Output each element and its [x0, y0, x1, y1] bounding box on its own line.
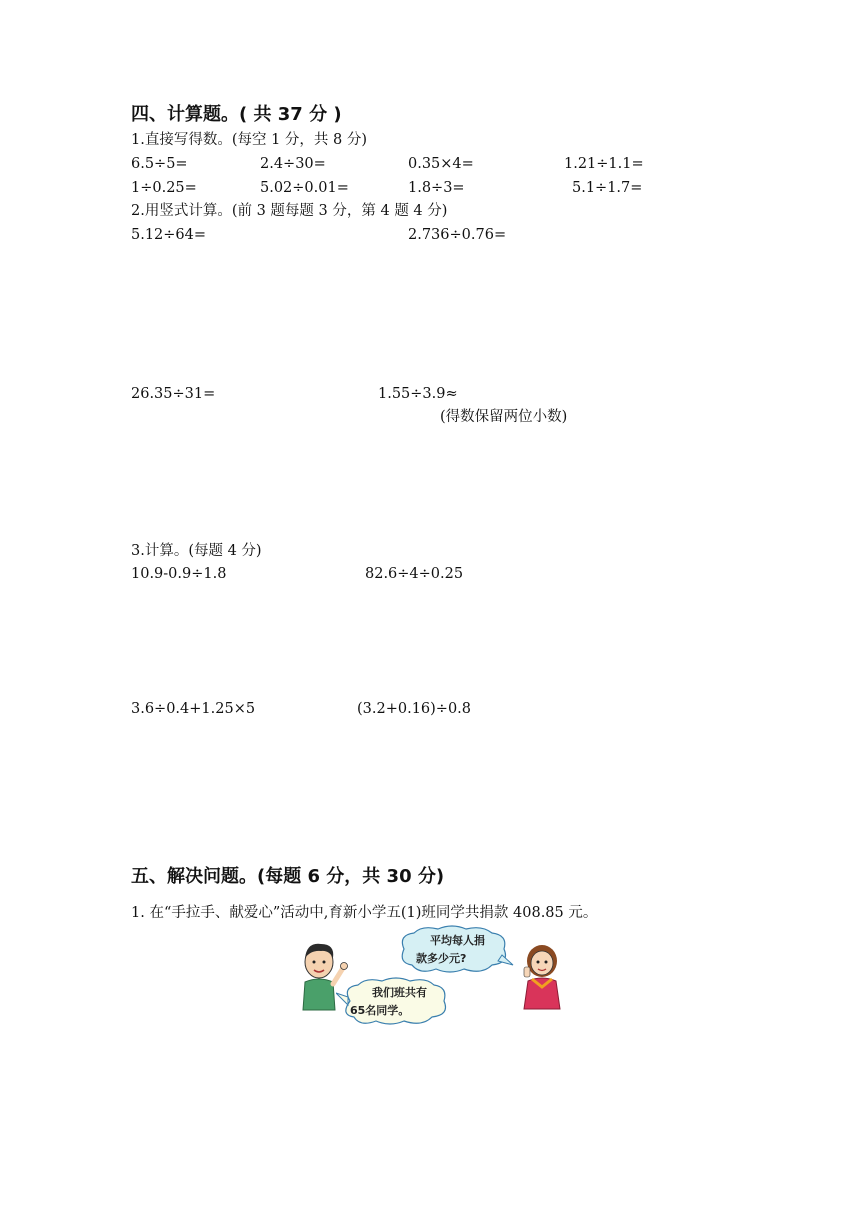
q1-item: 5.02÷0.01= — [260, 180, 349, 196]
q1-item: 1.21÷1.1= — [564, 156, 644, 172]
q3-item: 82.6÷4÷0.25 — [365, 566, 464, 582]
q1-item: 6.5÷5= — [131, 156, 188, 172]
q3-item: 3.6÷0.4+1.25×5 — [131, 701, 256, 717]
bubble-right-line2: 款多少元? — [416, 952, 467, 965]
q2-item: 2.736÷0.76= — [408, 227, 507, 243]
q2-note: (得数保留两位小数) — [440, 409, 568, 425]
section-5-title: 五、解决问题。(每题 6 分，共 30 分) — [131, 866, 445, 887]
bubble-left-line2: 65名同学。 — [350, 1004, 410, 1017]
q3-item: (3.2+0.16)÷0.8 — [357, 701, 472, 717]
q2-item: 1.55÷3.9≈ — [378, 386, 458, 402]
q3-item: 10.9-0.9÷1.8 — [131, 566, 227, 582]
q1-item: 5.1÷1.7= — [572, 180, 643, 196]
q2-item: 26.35÷31= — [131, 386, 216, 402]
q1-item: 1.8÷3= — [408, 180, 465, 196]
girl-illustration — [510, 937, 570, 1012]
q1-item: 1÷0.25= — [131, 180, 197, 196]
bubble-right-line1: 平均每人捐 — [430, 934, 485, 947]
q2-heading: 2.用竖式计算。(前 3 题每题 3 分，第 4 题 4 分) — [131, 203, 448, 219]
bubble-left-line1: 我们班共有 — [372, 986, 427, 999]
q1-item: 0.35×4= — [408, 156, 474, 172]
section-4-title: 四、计算题。( 共 37 分 ) — [131, 104, 342, 125]
q3-heading: 3.计算。(每题 4 分) — [131, 543, 262, 559]
q2-item: 5.12÷64= — [131, 227, 207, 243]
illustration — [290, 925, 570, 1035]
speech-bubble-left — [336, 975, 452, 1029]
q1-item: 2.4÷30= — [260, 156, 326, 172]
q1-heading: 1.直接写得数。(每空 1 分，共 8 分) — [131, 132, 368, 148]
problem-1-text: 1. 在“手拉手、献爱心”活动中,育新小学五(1)班同学共捐款 408.85 元。 — [131, 905, 598, 921]
